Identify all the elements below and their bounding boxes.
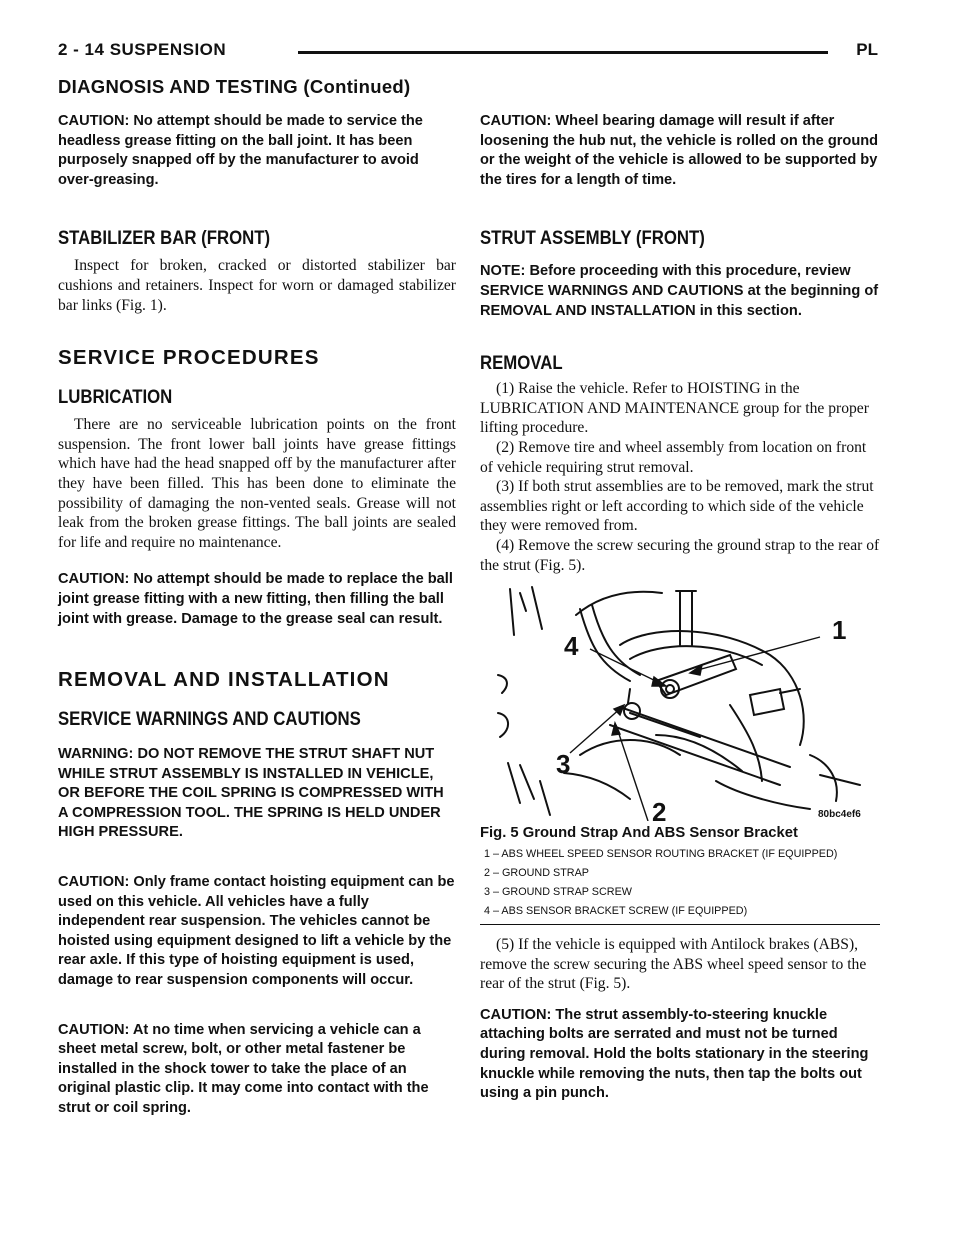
warnings-heading: SERVICE WARNINGS AND CAUTIONS — [58, 708, 361, 731]
caution-metal-screw: CAUTION: At no time when servicing a vehicle can a sheet metal screw, bolt, or other metal fastener be installed in the shock tower to take the place of an original plastic clip. It may come into contact with the strut or coil spring. — [58, 1021, 429, 1116]
service-procedures-heading: SERVICE PROCEDURES — [58, 346, 320, 370]
step-3: (3) If both strut assemblies are to be removed, mark the strut assemblies right or left according to which side of the vehicle they were removed from. — [480, 478, 874, 535]
caution-serrated-bolts: CAUTION: The strut assembly-to-steering knuckle attaching bolts are serrated and must not be turned during removal. Hold the bolts stationary in the steering knuckle while removing the nuts, then tap the bolts out using a pin punch. — [480, 1006, 869, 1102]
running-head — [58, 40, 878, 70]
page-label: 2 - 14 SUSPENSION — [58, 40, 227, 59]
figure-ground-strap — [480, 585, 880, 821]
legend-item-3: 3 – GROUND STRAP SCREW — [484, 886, 632, 899]
legend-item-2: 2 – GROUND STRAP — [484, 867, 589, 880]
image-code: 80bc4ef6 — [818, 809, 861, 821]
legend-rule — [480, 924, 880, 925]
lubrication-heading: LUBRICATION — [58, 386, 173, 409]
figure-drawing — [480, 585, 880, 821]
callout-1: 1 — [832, 615, 847, 646]
callout-3: 3 — [556, 749, 571, 780]
continued-heading: DIAGNOSIS AND TESTING (Continued) — [58, 76, 411, 97]
stabilizer-text: Inspect for broken, cracked or distorted stabilizer bar cushions and retainers. Inspect for worn or damaged stabilizer bar links (Fig. 1). — [58, 257, 456, 314]
legend-item-1: 1 – ABS WHEEL SPEED SENSOR ROUTING BRACKET (IF EQUIPPED) — [484, 848, 838, 861]
section-badge: PL — [856, 40, 878, 59]
left-column — [58, 112, 456, 1119]
removal-heading: REMOVAL — [480, 352, 563, 375]
removal-installation-heading: REMOVAL AND INSTALLATION — [58, 668, 390, 692]
step-1: (1) Raise the vehicle. Refer to HOISTING in the LUBRICATION AND MAINTENANCE group for the proper lifting procedure. — [480, 380, 869, 437]
figure-caption: Fig. 5 Ground Strap And ABS Sensor Bracket — [480, 825, 798, 842]
right-column — [480, 112, 880, 1104]
header-rule — [298, 51, 828, 54]
warning-strut-nut: WARNING: DO NOT REMOVE THE STRUT SHAFT NUT WHILE STRUT ASSEMBLY IS INSTALLED IN VEHICLE, OR BEFORE THE COIL SPRING IS COMPRESSED WITH A COMPRESSION TOOL. THE SPRING IS HELD UNDER HIGH PRESSURE. — [58, 746, 444, 841]
lubrication-text: There are no serviceable lubrication points on the front suspension. The front lower ball joints have grease fittings which have had the head snapped off by the manufacturer after they have been filled. This has been done to eliminate the possibility of damaging the non-vented seals. Grease will not leak from the broken grease fittings. The ball joints are sealed for life and require no maintenance. — [58, 416, 456, 551]
caution-wheel-bearing: CAUTION: Wheel bearing damage will result if after loosening the hub nut, the vehicle is rolled on the ground or the weight of the vehicle is allowed to be supported by the tires for a length of time. — [480, 113, 879, 188]
caution-replace-fitting: CAUTION: No attempt should be made to replace the ball joint grease fitting with a new fitting, then filling the ball joint with grease. Damage to the grease seal can result. — [58, 571, 453, 627]
strut-assembly-heading: STRUT ASSEMBLY (FRONT) — [480, 227, 705, 250]
caution-hoisting: CAUTION: Only frame contact hoisting equipment can be used on this vehicle. All vehicles have a fully independent rear suspension. The vehicles cannot be hoisted using equipment designed to lift a vehicle by the rear axle. If this type of hoisting equipment is used, damage to rear suspension components will occur. — [58, 874, 455, 989]
callout-4: 4 — [564, 631, 579, 662]
step-4: (4) Remove the screw securing the ground strap to the rear of the strut (Fig. 5). — [480, 536, 880, 574]
note-review-warnings: NOTE: Before proceeding with this procedure, review SERVICE WARNINGS AND CAUTIONS at the beginning of REMOVAL AND INSTALLATION in this section. — [480, 263, 879, 319]
stabilizer-heading: STABILIZER BAR (FRONT) — [58, 227, 271, 250]
callout-2: 2 — [652, 797, 667, 822]
step-2: (2) Remove tire and wheel assembly from location on front of vehicle requiring strut removal. — [480, 438, 867, 476]
caution-ball-joint: CAUTION: No attempt should be made to service the headless grease fitting on the ball joint. It has been purposely snapped off by the manufacturer to avoid over-greasing. — [58, 113, 423, 188]
step-5: (5) If the vehicle is equipped with Antilock brakes (ABS), remove the screw securing the ABS wheel speed sensor to the rear of the strut (Fig. 5). — [480, 936, 867, 993]
legend-item-4: 4 – ABS SENSOR BRACKET SCREW (IF EQUIPPED) — [484, 905, 748, 918]
